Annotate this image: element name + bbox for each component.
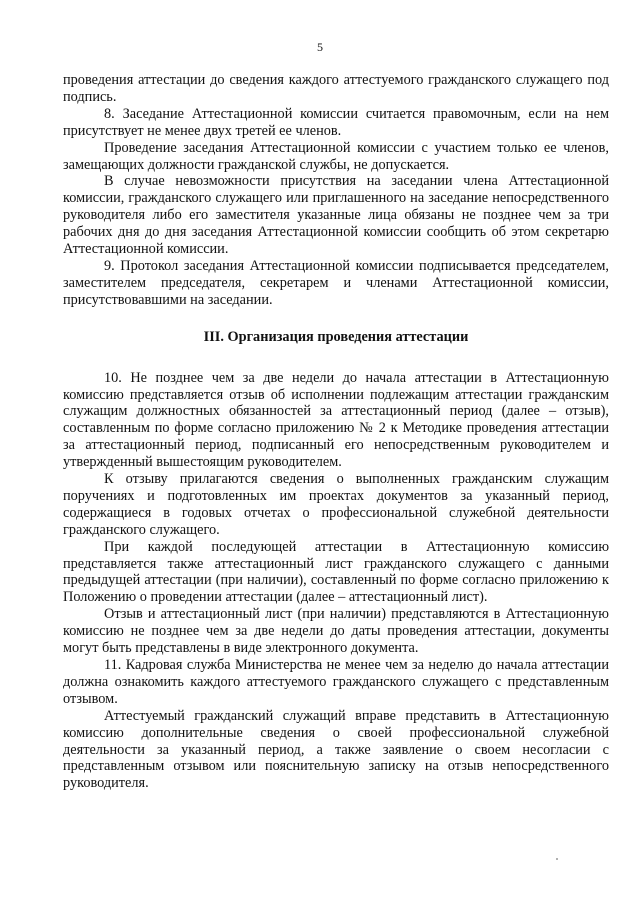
paragraph: Аттестуемый гражданский служащий вправе представить в Аттестационную комиссию дополнительные сведения о своей профессиональной служебной деятельности за указанный период, а также заявление о своем несогласии с представленным отзывом или пояснительную записку на отзыв непосредственного руководителя.: [63, 707, 609, 792]
paragraph: В случае невозможности присутствия на заседании члена Аттестационной комиссии, гражданского служащего или приглашенного на заседание непосредственного руководителя либо его заместителя указанные лица обязаны не позднее чем за три рабочих дня до дня заседания Аттестационной комиссии сообщить об этом секретарю Аттестационной комиссии.: [63, 173, 609, 258]
paragraphs-after: [63, 370, 609, 793]
paragraph: 9. Протокол заседания Аттестационной комиссии подписывается председателем, заместителем председателя, секретарем и членами Аттестационной комиссии, присутствовавшими на заседании.: [63, 257, 609, 308]
paragraph: 11. Кадровая служба Министерства не менее чем за неделю до начала аттестации должна ознакомить каждого аттестуемого гражданского служащего с представленным отзывом.: [63, 657, 609, 707]
paragraph: 10. Не позднее чем за две недели до начала аттестации в Аттестационную комиссию представляется отзыв об исполнении подлежащим аттестации гражданским служащим должностных обязанностей за аттестационный период (далее – отзыв), составленным по форме согласно приложению № 2 к Методике проведения аттестации за аттестационный период, подписанный его непосредственным руководителем и утвержденный вышестоящим руководителем.: [63, 369, 609, 471]
paragraph: Отзыв и аттестационный лист (при наличии) представляются в Аттестационную комиссию не позднее чем за две недели до даты проведения аттестации, документы могут быть представлены в виде электронного документа.: [63, 606, 609, 657]
page-number: 5: [317, 40, 323, 54]
paragraph: Проведение заседания Аттестационной комиссии с участием только ее членов, замещающих должности гражданской службы, не допускается.: [63, 139, 609, 173]
section-heading: III. Организация проведения аттестации: [203, 328, 469, 345]
paragraphs-before: [63, 72, 609, 309]
paragraph: 8. Заседание Аттестационной комиссии считается правомочным, если на нем присутствует не менее двух третей ее членов.: [63, 105, 609, 139]
scan-dot-mark: [556, 858, 558, 860]
paragraph: К отзыву прилагаются сведения о выполненных гражданским служащим поручениях и подготовленных им проектах документов за указанный период, содержащиеся в годовых отчетах о профессиональной служебной деятельности гражданского служащего.: [63, 471, 609, 538]
paragraph: При каждой последующей аттестации в Аттестационную комиссию представляется также аттестационный лист гражданского служащего с данными предыдущей аттестации (при наличии), составленный по форме согласно приложению к Положению о проведении аттестации (далее – аттестационный лист).: [63, 538, 609, 606]
document-body: [63, 72, 609, 792]
paragraph: проведения аттестации до сведения каждого аттестуемого гражданского служащего под подпись.: [63, 72, 609, 105]
